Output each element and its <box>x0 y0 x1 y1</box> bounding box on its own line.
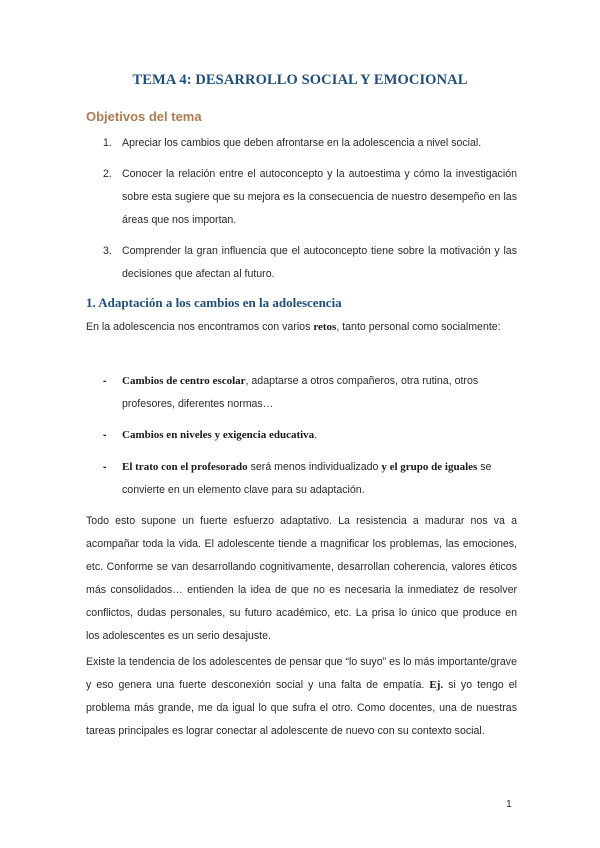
paragraph-1: Todo esto supone un fuerte esfuerzo adaptativo. La resistencia a madurar nos va a acompañar toda la vida. El adolescente tiende a magnificar los problemas, las emociones, etc. Conforme se van desarrollando cognitivamente, desarrollan coherencia, valores éticos más consolidados… entienden la idea de que no es necesaria la inmediatez de resolver conflictos, dudas personales, su futuro académico, etc. La prisa lo único que produce en los adolescentes es un serio desajuste. <box>86 515 517 642</box>
paragraph-2 <box>86 651 517 743</box>
bullet-item-3 <box>103 456 517 502</box>
objective-number: 1. <box>103 137 112 149</box>
bullet-text: , adaptarse a otros compañeros, otra rutina, otros profesores, diferentes normas… <box>122 375 479 410</box>
intro-bold: retos <box>313 321 337 333</box>
intro-paragraph <box>86 316 517 339</box>
objectives-heading: Objetivos del tema <box>86 109 202 124</box>
section-heading: 1. Adaptación a los cambios en la adolescencia <box>86 295 342 310</box>
objective-item-2 <box>103 163 517 232</box>
objective-item-3 <box>103 240 517 286</box>
bullet-text: será menos individualizado <box>247 461 382 473</box>
paragraph-2-text-end: si yo tengo el problema más grande, me da igual lo que sufra el otro. Como docentes, una de nuestras tareas principales es lograr conectar al adolescente de nuevo con su contexto social. <box>86 679 517 737</box>
paragraph-2-bold: Ej. <box>429 679 444 691</box>
bullet-bold: El trato con el profesorado <box>122 461 248 473</box>
page-title: TEMA 4: DESARROLLO SOCIAL Y EMOCIONAL <box>132 72 468 88</box>
page-number: 1 <box>506 798 512 810</box>
bullet-dash: - <box>103 461 107 473</box>
bullet-dash: - <box>103 429 107 441</box>
paragraph-2-text: Existe la tendencia de los adolescentes de pensar que “lo suyo” es lo más importante/grave y eso genera una fuerte desconexión social y una falta de empatía. <box>86 656 517 691</box>
objective-text: Apreciar los cambios que deben afrontarse en la adolescencia a nivel social. <box>122 137 482 149</box>
objective-number: 2. <box>103 168 112 180</box>
objective-text: Conocer la relación entre el autoconcepto y la autoestima y cómo la investigación sobre esta sugiere que su mejora es la consecuencia de nuestro desempeño en las áreas que nos importan. <box>122 168 517 226</box>
bullet-text-2: se convierte en un elemento clave para su adaptación. <box>122 461 492 496</box>
bullet-text: . <box>314 429 318 441</box>
bullet-item-2 <box>103 424 517 447</box>
bullet-bold: Cambios en niveles y exigencia educativa <box>122 429 315 441</box>
bullet-bold-2: y el grupo de iguales <box>381 461 478 473</box>
bullet-dash: - <box>103 375 107 387</box>
objective-item-1 <box>103 132 517 155</box>
bullet-item-1 <box>103 370 517 416</box>
objective-number: 3. <box>103 245 112 257</box>
intro-text: En la adolescencia nos encontramos con varios <box>86 321 314 333</box>
objective-text: Comprender la gran influencia que el autoconcepto tiene sobre la motivación y las decisiones que afectan al futuro. <box>122 245 517 280</box>
intro-text-end: , tanto personal como socialmente: <box>336 321 501 333</box>
bullet-bold: Cambios de centro escolar <box>122 375 246 387</box>
